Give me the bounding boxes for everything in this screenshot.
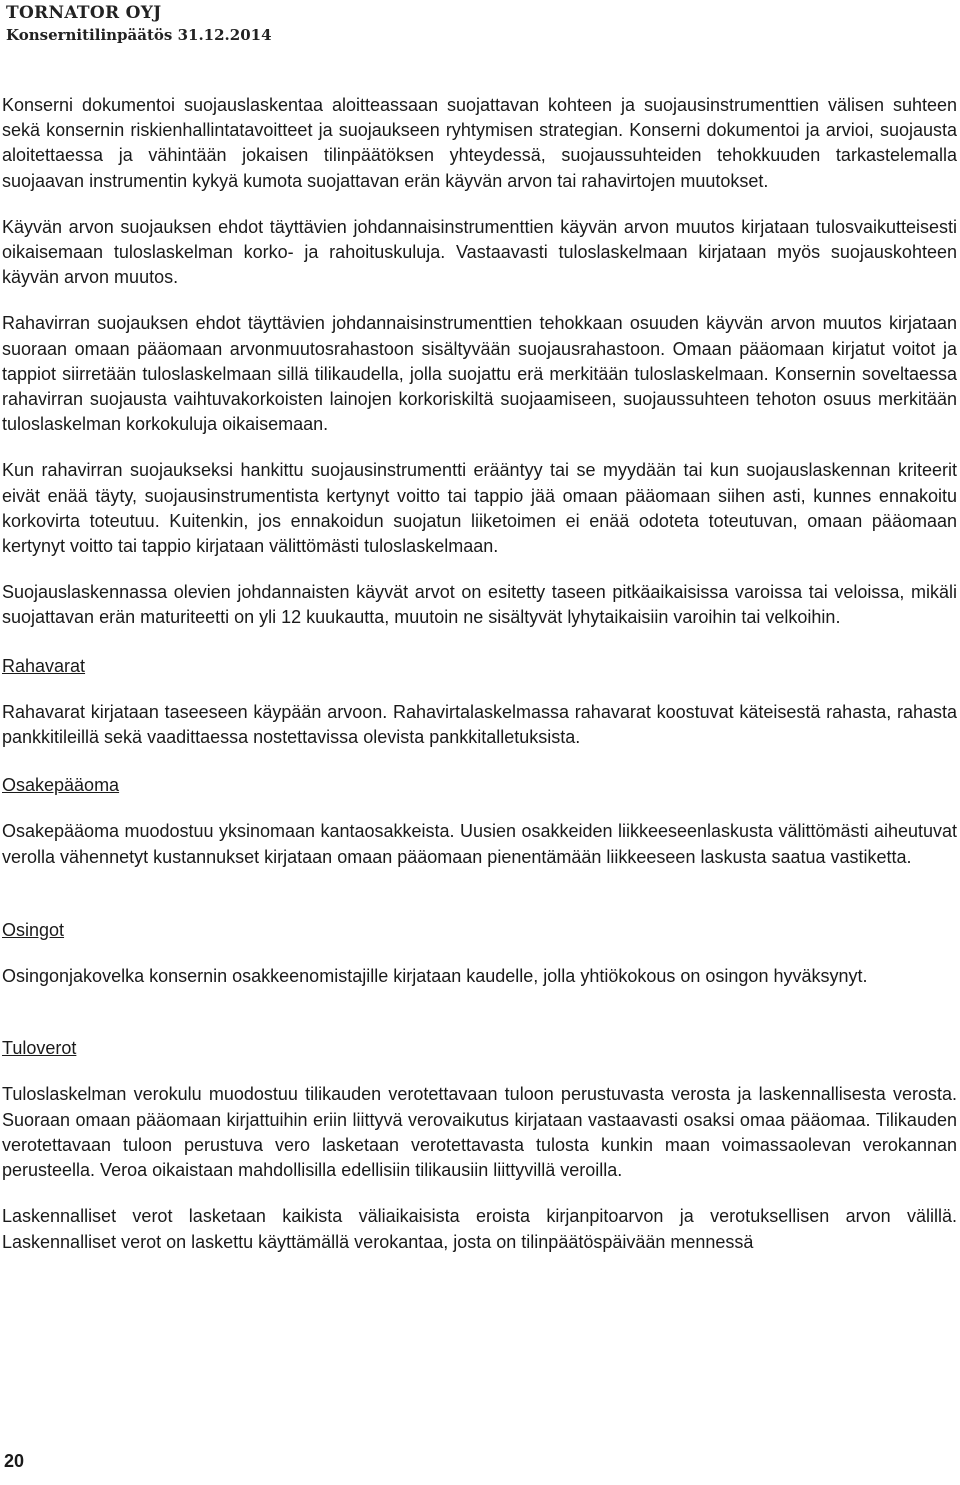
section-text-tuloverot-1: Tuloslaskelman verokulu muodostuu tilikauden verotettavaan tuloon perustuvasta verosta ja laskennallisesta verosta. Suoraan omaan pääomaan kirjattuihin eriin liittyvä verovaikutus kirjataan vastaavasti osaksi omaa pääomaa. Tilikauden verotettavaan tuloon perustuva vero lasketaan verotettavasta tulosta kunkin maan voimassaolevan verokannan perusteella. Veroa oikaistaan mahdollisilla edellisiin tilikausiin liittyvillä veroilla.: [2, 1084, 957, 1181]
paragraph-hedge-termination: Kun rahavirran suojaukseksi hankittu suojausinstrumentti erääntyy tai se myydään tai kun suojauslaskennan kriteerit eivät enää täyty, suojausinstrumentista kertynyt voitto tai tappio jää omaan pääomaan siihen asti, kunnes ennakoitu korkovirta toteutuu. Kuitenkin, jos ennakoidun suojatun liiketoimen ei enää odoteta toteutuvan, omaan pääomaan kertynyt voitto tai tappio kirjataan välittömästi tuloslaskelmaan.: [2, 460, 957, 557]
section-heading-tuloverot: Tuloverot: [2, 1038, 77, 1059]
section-heading-rahavarat: Rahavarat: [2, 655, 86, 676]
section-text-tuloverot-2: Laskennalliset verot lasketaan kaikista väliaikaisista eroista kirjanpitoarvon ja verotuksellisen arvon välillä. Laskennalliset verot on laskettu käyttämällä verokantaa, josta on tilinpäätöspäivään mennessä: [2, 1206, 957, 1252]
section-text-osakepaaoma: Osakepääoma muodostuu yksinomaan kantaosakkeista. Uusien osakkeiden liikkeeseenlaskusta välittömästi aiheutuvat verolla vähennetyt kustannukset kirjataan omaan pääomaan pienentämään liikkeeseen laskusta saatua vastiketta.: [2, 821, 957, 867]
page-number: 20: [4, 1451, 25, 1471]
section-heading-osakepaaoma: Osakepääoma: [2, 775, 120, 796]
paragraph-hedge-documentation: Konserni dokumentoi suojauslaskentaa aloitteassaan suojattavan kohteen ja suojausinstrumenttien välisen suhteen sekä konsernin riskienhallintatavoitteet ja suojaukseen ryhtymisen strategian. Konserni dokumentoi ja arvioi, suojausta aloitettaessa ja vähintään jokaisen tilinpäätöksen yhteydessä, suojaussuhteiden tehokkuuden tarkastelemalla suojaavan instrumentin kykyä kumota suojattavan erän käyvän arvon tai rahavirtojen muutokset.: [2, 95, 957, 191]
paragraph-derivative-presentation: Suojauslaskennassa olevien johdannaisten käyvät arvot on esitetty taseen pitkäaikaisissa varoissa tai veloissa, mikäli suojattavan erän maturiteetti on yli 12 kuukautta, muutoin ne sisältyvät lyhytaikaisiin varoihin tai velkoihin.: [2, 582, 957, 628]
section-heading-osingot: Osingot: [2, 919, 65, 940]
paragraph-fair-value-hedge: Käyvän arvon suojauksen ehdot täyttävien johdannaisinstrumenttien käyvän arvon muutos kirjataan tulosvaikutteisesti oikaisemaan tuloslaskelman korko- ja rahoituskuluja. Vastaavasti tuloslaskelmaan kirjataan myös suojauskohteen käyvän arvon muutos.: [2, 216, 957, 288]
document-subtitle: Konsernitilinpäätös 31.12.2014: [6, 26, 272, 44]
section-text-osingot: Osingonjakovelka konsernin osakkeenomistajille kirjataan kaudelle, jolla yhtiökokous on osingon hyväksynyt.: [2, 966, 868, 987]
paragraph-cash-flow-hedge: Rahavirran suojauksen ehdot täyttävien johdannaisinstrumenttien tehokkaan osuuden käyvän arvon muutos kirjataan suoraan omaan pääomaan arvonmuutosrahastoon sisältyvään suojausrahastoon. Omaan pääomaan kirjatut voitot ja tappiot siirretään tuloslaskelmaan sillä tilikaudella, jolla suojattu erä merkitään tuloslaskelmaan. Konsernin soveltaessa rahavirran suojausta vaihtuvakorkoisten lainojen korkoriskiltä suojaamiseen, suojaussuhteen tehoton osuus merkitään tuloslaskelman korkokuluja oikaisemaan.: [2, 313, 957, 435]
section-text-rahavarat: Rahavarat kirjataan taseeseen käypään arvoon. Rahavirtalaskelmassa rahavarat koostuvat käteisestä rahasta, rahasta pankkitileillä sekä vaadittaessa nostettavissa olevista pankkitalletuksista.: [2, 701, 957, 748]
company-name: TORNATOR OYJ: [6, 3, 162, 23]
page-header: [6, 2, 272, 46]
document-body: [2, 93, 957, 1255]
